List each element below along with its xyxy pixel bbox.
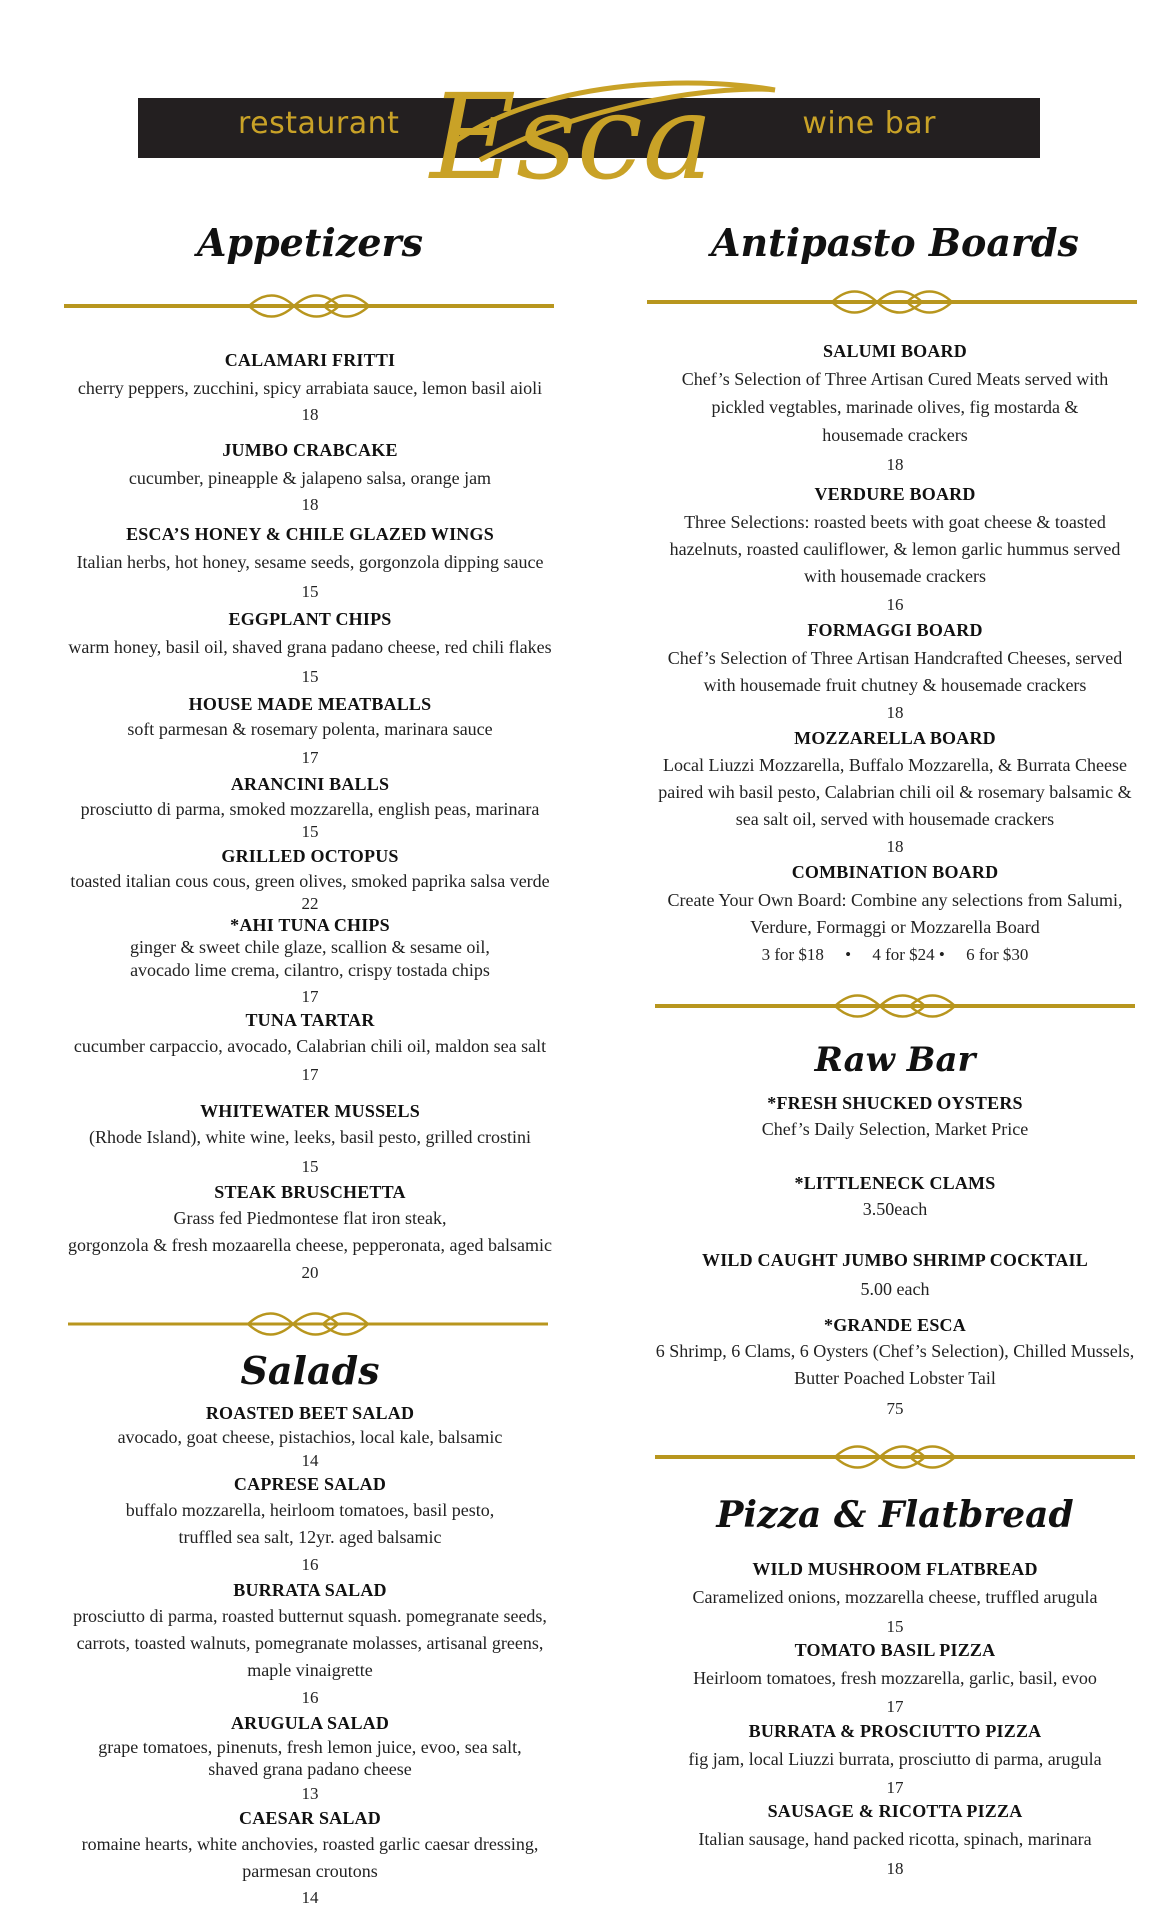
menu-item-desc: cherry peppers, zucchini, spicy arrabiata sauce, lemon basil aioli [77,378,543,398]
menu-item-price: 18 [886,1859,904,1878]
menu-item-desc: pickled vegtables, marinade olives, fig mostarda & [711,397,1079,417]
menu-item-desc: toasted italian cous cous, green olives, smoked paprika salsa verde [70,871,550,891]
menu-item-name: VERDURE BOARD [814,484,976,504]
menu-item-name: ARUGULA SALAD [230,1713,390,1733]
menu-item-name: MOZZARELLA BOARD [794,728,996,748]
menu-item-desc: avocado lime crema, cilantro, crispy tostada chips [130,960,490,980]
menu-item-price: 17 [886,1778,904,1797]
menu-item-price: 14 [301,1451,319,1470]
menu-item-desc: Grass fed Piedmontese flat iron steak, [173,1208,447,1228]
menu-item-name: SAUSAGE & RICOTTA PIZZA [767,1801,1023,1821]
menu-item-name: COMBINATION BOARD [791,862,999,882]
pizza-title: Pizza & Flatbread [716,1494,1074,1536]
left-column [20,0,600,1920]
menu-item-desc: prosciutto di parma, smoked mozzarella, english peas, marinara [80,799,540,819]
menu-item-price: 16 [301,1555,319,1574]
divider-ornament [655,992,1135,1020]
menu-item-price: 15 [886,1617,904,1636]
menu-item-price: 16 [301,1688,319,1707]
menu-item-name: WHITEWATER MUSSELS [200,1101,420,1121]
menu-item-name: *FRESH SHUCKED OYSTERS [767,1093,1023,1113]
menu-item-desc: cucumber carpaccio, avocado, Calabrian chili oil, maldon sea salt [73,1036,547,1056]
menu-item-name: EGGPLANT CHIPS [228,609,392,629]
menu-item-price: 16 [886,595,904,614]
rawbar-title: Raw Bar [814,1040,976,1080]
menu-item-price: 22 [301,894,319,913]
menu-item-price: 14 [301,1888,319,1907]
menu-item-name: WILD MUSHROOM FLATBREAD [752,1559,1038,1579]
menu-item-desc: sea salt oil, served with housemade crackers [735,809,1055,829]
menu-item-name: STEAK BRUSCHETTA [214,1182,406,1202]
menu-item-price: 18 [886,837,904,856]
menu-item-desc: fig jam, local Liuzzi burrata, prosciutto di parma, arugula [688,1749,1102,1769]
menu-item-desc: maple vinaigrette [247,1660,373,1680]
divider-ornament [647,288,1137,316]
salads-title: Salads [240,1348,380,1393]
menu-item-name: *AHI TUNA CHIPS [230,915,390,935]
menu-item-desc: ginger & sweet chile glaze, scallion & sesame oil, [130,937,490,957]
menu-item-desc: Three Selections: roasted beets with goat cheese & toasted [684,512,1106,532]
menu-item-name: CALAMARI FRITTI [224,350,396,370]
menu-item-desc: with housemade crackers [804,566,986,586]
menu-item-price: 17 [301,748,319,767]
menu-item-price: 17 [301,987,319,1006]
menu-item-desc: prosciutto di parma, roasted butternut squash. pomegranate seeds, [73,1606,547,1626]
menu-item-name: WILD CAUGHT JUMBO SHRIMP COCKTAIL [702,1250,1088,1270]
menu-item-price: 20 [301,1263,319,1282]
menu-item-desc: carrots, toasted walnuts, pomegranate molasses, artisanal greens, [76,1633,544,1653]
menu-item-desc: gorgonzola & fresh mozaarella cheese, pepperonata, aged balsamic [68,1235,552,1255]
menu-item-desc: shaved grana padano cheese [208,1759,412,1779]
menu-item-name: *GRANDE ESCA [824,1315,966,1335]
menu-item-price: 18 [886,703,904,722]
menu-item-desc: buffalo mozzarella, heirloom tomatoes, basil pesto, [125,1500,495,1520]
menu-item-price: 15 [301,667,319,686]
menu-item-name: TOMATO BASIL PIZZA [794,1640,996,1660]
menu-item-desc: Caramelized onions, mozzarella cheese, truffled arugula [692,1587,1098,1607]
menu-item-desc: Italian herbs, hot honey, sesame seeds, gorgonzola dipping sauce [76,552,544,572]
menu-item-price: 13 [301,1784,319,1803]
menu-item-price: 15 [301,1157,319,1176]
menu-item-price: 17 [886,1697,904,1716]
divider-ornament [655,1443,1135,1471]
menu-item-desc: Chef’s Daily Selection, Market Price [761,1119,1029,1139]
menu-item-desc: soft parmesan & rosemary polenta, marinara sauce [127,719,493,739]
menu-item-desc: Heirloom tomatoes, fresh mozzarella, garlic, basil, evoo [693,1668,1097,1688]
antipasto-title: Antipasto Boards [711,220,1079,265]
menu-item-price: 18 [301,495,319,514]
menu-item-price: 17 [301,1065,319,1084]
logo-text: Esca [430,70,714,206]
menu-item-desc: Italian sausage, hand packed ricotta, spinach, marinara [698,1829,1092,1849]
menu-item-price: 15 [301,582,319,601]
menu-item-desc: Verdure, Formaggi or Mozzarella Board [750,917,1040,937]
menu-item-desc: 3.50each [862,1199,928,1219]
menu-item-desc: paired wih basil pesto, Calabrian chili oil & rosemary balsamic & [658,782,1132,802]
menu-item-desc: romaine hearts, white anchovies, roasted garlic caesar dressing, [81,1834,539,1854]
menu-item-desc: Butter Poached Lobster Tail [794,1368,996,1388]
menu-item-name: ARANCINI BALLS [230,774,390,794]
menu-item-desc: 5.00 each [860,1279,930,1299]
menu-item-name: GRILLED OCTOPUS [221,846,399,866]
header-wine-bar-text: wine bar [802,106,936,141]
menu-item-desc: with housemade fruit chutney & housemade crackers [703,675,1087,695]
menu-item-name: FORMAGGI BOARD [807,620,983,640]
menu-item-desc: truffled sea salt, 12yr. aged balsamic [178,1527,442,1547]
menu-item-name: JUMBO CRABCAKE [222,440,398,460]
divider-ornament [64,292,554,320]
menu-item-desc: housemade crackers [822,425,968,445]
menu-item-name: ROASTED BEET SALAD [205,1403,415,1423]
menu-item-name: BURRATA SALAD [233,1580,387,1600]
menu-item-desc: cucumber, pineapple & jalapeno salsa, orange jam [128,468,492,488]
menu-item-name: HOUSE MADE MEATBALLS [188,694,432,714]
menu-item-name: TUNA TARTAR [245,1010,375,1030]
menu-item-name: BURRATA & PROSCIUTTO PIZZA [748,1721,1042,1741]
menu-item-price: 15 [301,822,319,841]
menu-item-desc: avocado, goat cheese, pistachios, local kale, balsamic [117,1427,503,1447]
menu-item-price: 18 [301,405,319,424]
menu-item-desc: Chef’s Selection of Three Artisan Handcrafted Cheeses, served [667,648,1123,668]
menu-item-desc: warm honey, basil oil, shaved grana padano cheese, red chili flakes [68,637,552,657]
menu-item-desc: Create Your Own Board: Combine any selections from Salumi, [667,890,1123,910]
menu-item-price: 75 [886,1399,904,1418]
menu-item-desc: hazelnuts, roasted cauliflower, & lemon garlic hummus served [669,539,1121,559]
menu-item-name: *LITTLENECK CLAMS [794,1173,996,1193]
divider-ornament [68,1310,548,1338]
menu-item-desc: 6 Shrimp, 6 Clams, 6 Oysters (Chef’s Selection), Chilled Mussels, [655,1341,1135,1361]
right-column [625,0,1165,1920]
menu-item-price: 18 [886,455,904,474]
menu-item-desc: Local Liuzzi Mozzarella, Buffalo Mozzarella, & Burrata Cheese [663,755,1127,775]
menu-item-price: 3 for $18 • 4 for $24 • 6 for $30 [761,945,1029,964]
appetizers-title: Appetizers [197,220,423,265]
menu-item-desc: (Rhode Island), white wine, leeks, basil pesto, grilled crostini [89,1127,531,1147]
menu-item-name: ESCA’S HONEY & CHILE GLAZED WINGS [126,524,494,544]
menu-item-desc: parmesan croutons [242,1861,378,1881]
menu-item-name: SALUMI BOARD [823,341,967,361]
menu-item-desc: grape tomatoes, pinenuts, fresh lemon juice, evoo, sea salt, [98,1737,522,1757]
header-restaurant-text: restaurant [238,106,400,141]
menu-item-name: CAPRESE SALAD [233,1474,387,1494]
menu-item-desc: Chef’s Selection of Three Artisan Cured Meats served with [681,369,1109,389]
menu-item-name: CAESAR SALAD [239,1808,381,1828]
